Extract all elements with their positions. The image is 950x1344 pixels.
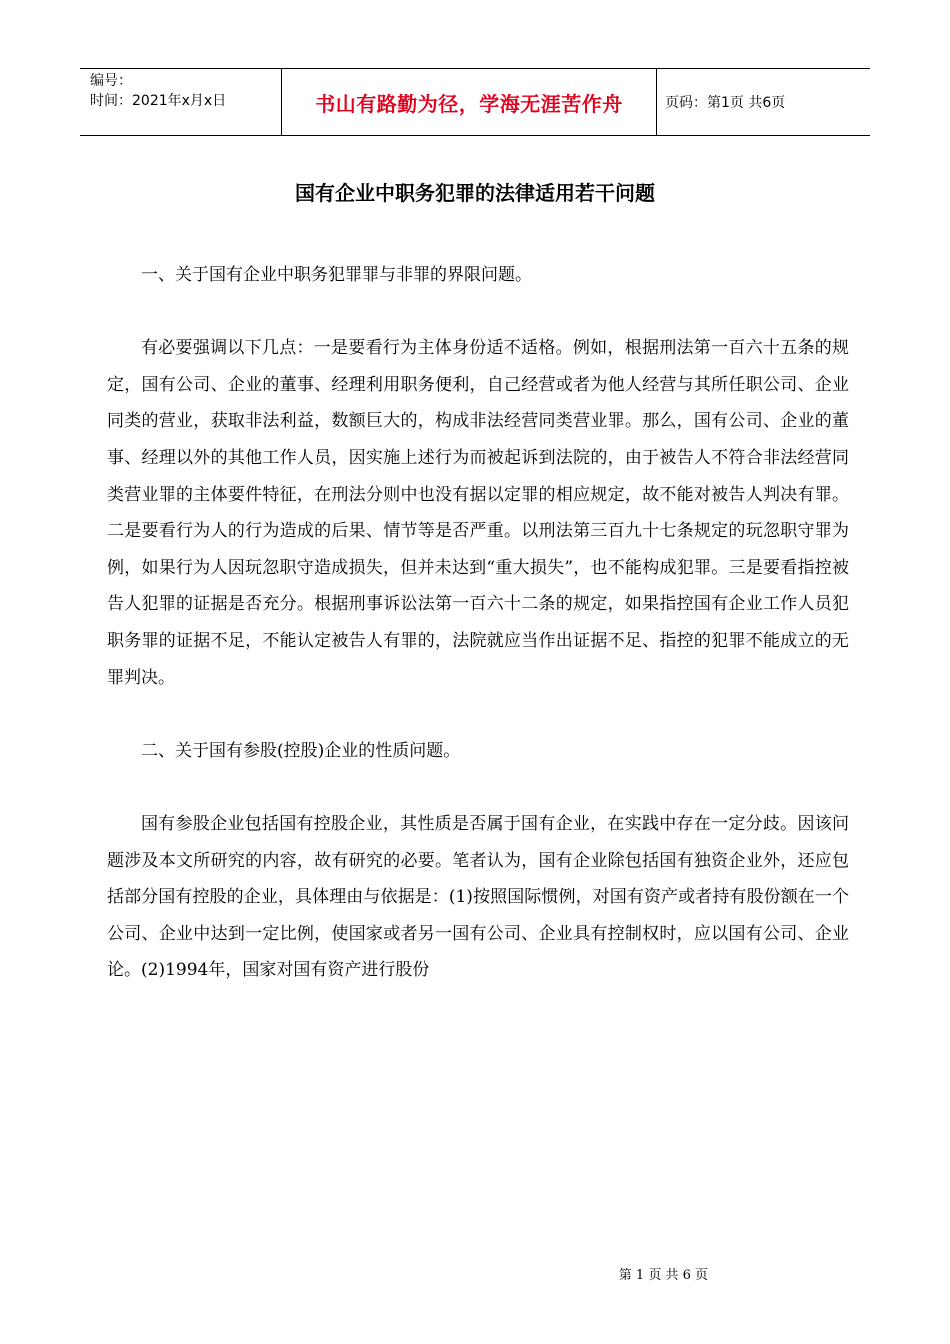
header-page-cell (657, 69, 870, 135)
section-heading-2: 二、关于国有参股(控股)企业的性质问题。 (141, 740, 461, 761)
motto-text: 书山有路勤为径，学海无涯苦作舟 (315, 91, 623, 116)
header-meta-cell (80, 69, 282, 135)
body-paragraph-1: 有必要强调以下几点：一是要看行为主体身份适不适格。例如，根据刑法第一百六十五条的规定，国有公司、企业的董事、经理利用职务便利，自己经营或者为他人经营与其所任职公司、企业同类的营业，获取非法利益，数额巨大的，构成非法经营同类营业罪。那么，国有公司、企业的董事、经理以外的其他工作人员，因实施上述行为而被起诉到法院的，由于被告人不符合非法经营同类营业罪的主体要件特征，在刑法分则中也没有据以定罪的相应规定，故不能对被告人判决有罪。二是要看行为人的行为造成的后果、情节等是否严重。以刑法第三百九十七条规定的玩忽职守罪为例，如果行为人因玩忽职守造成损失，但并未达到“重大损失”，也不能构成犯罪。三是要看指控被告人犯罪的证据是否充分。根据刑事诉讼法第一百六十二条的规定，如果指控国有企业工作人员犯职务罪的证据不足，不能认定被告人有罪的，法院就应当作出证据不足、指控的犯罪不能成立的无罪判决。 (107, 338, 849, 688)
page-info: 页码：第1页 共6页 (665, 95, 786, 111)
body-paragraph-2: 国有参股企业包括国有控股企业，其性质是否属于国有企业，在实践中存在一定分歧。因该问题涉及本文所研究的内容，故有研究的必要。笔者认为，国有企业除包括国有独资企业外，还应包括部分国有控股的企业，具体理由与依据是：(1)按照国际惯例，对国有资产或者持有股份额在一个公司、企业中达到一定比例，使国家或者另一国有公司、企业具有控制权时，应以国有公司、企业论。(2)1994年，国家对国有资产进行股份 (107, 813, 849, 981)
header-motto-cell (282, 69, 657, 135)
page-footer: 第 1 页 共 6 页 (618, 1268, 708, 1283)
section-heading-1: 一、关于国有企业中职务犯罪罪与非罪的界限问题。 (141, 265, 532, 285)
header-table (80, 68, 870, 136)
document-title: 国有企业中职务犯罪的法律适用若干问题 (295, 181, 655, 205)
number-label: 编号： (90, 73, 132, 89)
date-label: 时间：2021年x月x日 (90, 93, 227, 109)
document-body (107, 257, 849, 989)
